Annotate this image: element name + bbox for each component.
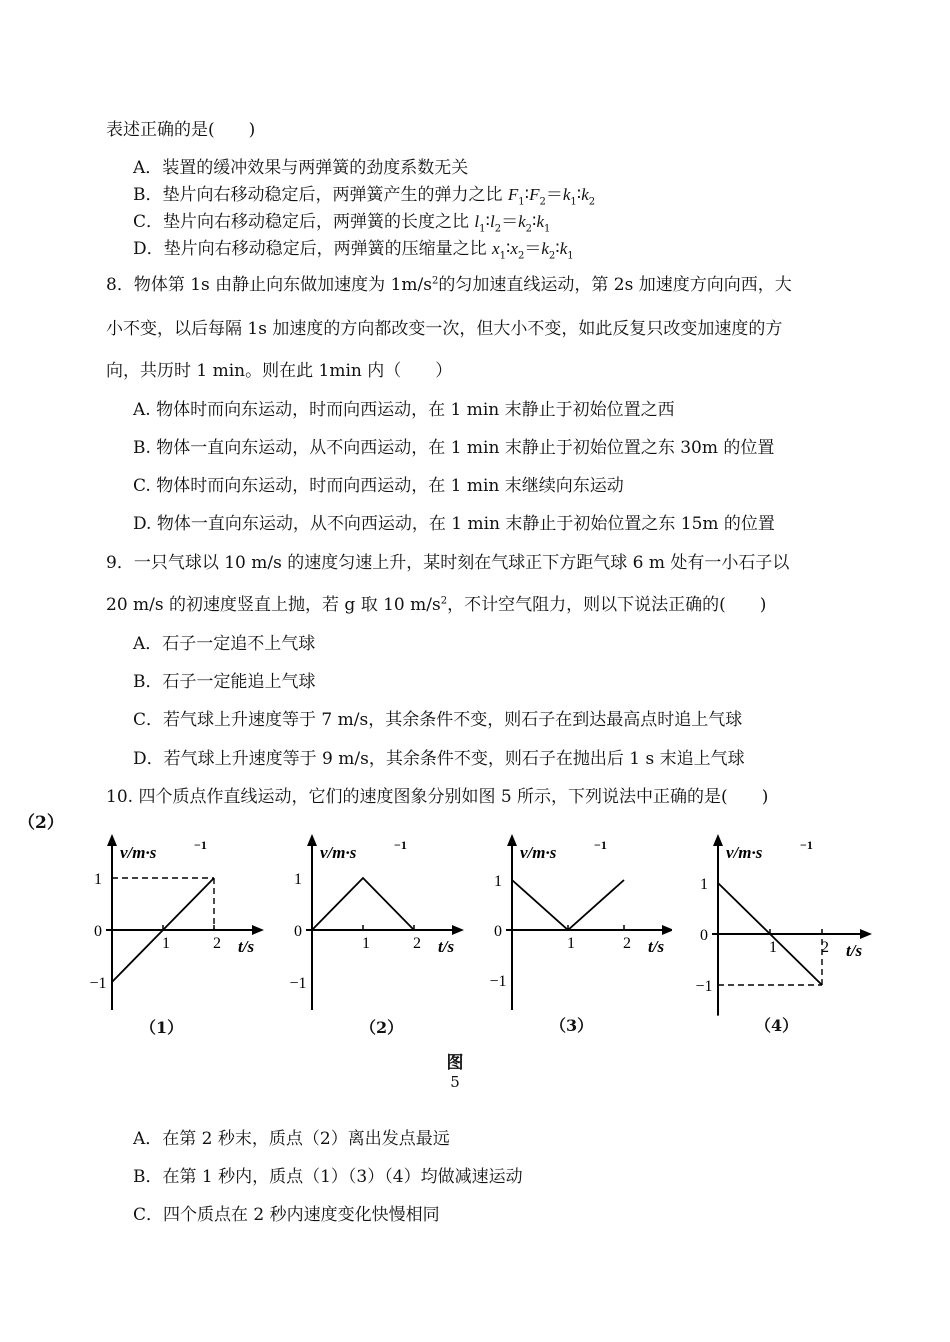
t-axis-arrow xyxy=(252,925,264,935)
v-axis-unit-exponent: −1 xyxy=(194,838,207,852)
q8-option-a: A. 物体时而向东运动，时而向西运动，在 1 min 末静止于初始位置之西 xyxy=(133,400,675,420)
q9-stem-line-1: 9．一只气球以 10 m/s 的速度匀速上升，某时刻在气球正下方距气球 6 m 处有一小石子以 xyxy=(106,553,790,573)
margin-mark: （2） xyxy=(18,813,64,833)
velocity-line xyxy=(312,878,414,930)
t-axis-label: t/s xyxy=(438,937,455,956)
x-tick-label: 1 xyxy=(162,935,170,952)
t-axis-arrow xyxy=(662,925,672,935)
q8-stem-line-1: 8．物体第 1s 由静止向东做加速度为 $1m/s^2$的匀加速直线运动，第 2s 加速度方向向西，大 xyxy=(106,275,792,295)
q9-option-c: C．若气球上升速度等于 7 m/s，其余条件不变，则石子在到达最高点时追上气球 xyxy=(133,710,743,730)
v-axis-label: v/m·s xyxy=(320,843,357,862)
v-axis-label: v/m·s xyxy=(726,843,763,862)
v-axis-arrow xyxy=(507,834,517,846)
q9-option-a: A．石子一定追不上气球 xyxy=(133,634,316,654)
graph-caption-1: （1） xyxy=(140,1018,184,1037)
q10-option-c: C．四个质点在 2 秒内速度变化快慢相同 xyxy=(133,1205,440,1225)
y-tick-label: 1 xyxy=(494,873,502,890)
v-axis-label: v/m·s xyxy=(120,843,157,862)
q8-option-d: D. 物体一直向东运动，从不向西运动，在 1 min 末静止于初始位置之东 15m 的位置 xyxy=(133,514,775,534)
x-tick-label: 1 xyxy=(362,935,370,952)
v-axis-unit-exponent: −1 xyxy=(594,838,607,852)
q10-option-a: A．在第 2 秒末，质点（2）离出发点最远 xyxy=(133,1129,450,1149)
y-tick-label: 1 xyxy=(94,871,102,888)
velocity-graph-4 xyxy=(680,830,880,1025)
velocity-graph-1 xyxy=(80,830,280,1015)
v-axis-label: v/m·s xyxy=(520,843,557,862)
y-tick-label: 1 xyxy=(294,871,302,888)
q7-option-b: B．垫片向右移动稳定后，两弹簧产生的弹力之比 $F_1∶F_2=k_1∶k_2$ xyxy=(133,185,596,208)
t-axis-arrow xyxy=(860,929,872,939)
y-tick-label: −1 xyxy=(695,978,713,995)
figure-label: 图 5 xyxy=(446,1053,464,1091)
v-axis-arrow xyxy=(307,834,317,846)
graph-caption-3: （3） xyxy=(550,1016,594,1035)
q7-option-d: D．垫片向右移动稳定后，两弹簧的压缩量之比 $x_1∶x_2=k_2∶k_1$ xyxy=(133,239,574,262)
q8-stem-line-3: 向，共历时 1 min。则在此 1min 内（ ） xyxy=(106,361,453,381)
t-axis-label: t/s xyxy=(846,941,863,960)
y-tick-label: −1 xyxy=(489,973,507,990)
q7-option-c: C．垫片向右移动稳定后，两弹簧的长度之比 $l_1∶l_2=k_2∶k_1$ xyxy=(133,212,551,235)
v-axis-arrow xyxy=(713,834,723,846)
q8-stem-line-2: 小不变，以后每隔 1s 加速度的方向都改变一次，但大小不变，如此反复只改变加速度的方 xyxy=(106,319,783,339)
v-axis-arrow xyxy=(107,834,117,846)
q9-stem-line-2: 20 m/s 的初速度竖直上抛，若 g 取 10 $m/s^2$，不计空气阻力，则以下说法正确的( ) xyxy=(106,595,767,615)
q8-option-b: B. 物体一直向东运动，从不向西运动，在 1 min 末静止于初始位置之东 30m 的位置 xyxy=(133,438,775,458)
t-axis-label: t/s xyxy=(238,937,255,956)
velocity-line xyxy=(512,880,624,930)
y-tick-label: 0 xyxy=(494,923,502,940)
v-axis-unit-exponent: −1 xyxy=(394,838,407,852)
x-tick-label: 2 xyxy=(821,939,829,956)
x-tick-label: 2 xyxy=(413,935,421,952)
velocity-graph-3 xyxy=(472,830,672,1015)
velocity-graph-2 xyxy=(280,830,480,1015)
question-7-stem-end: 表述正确的是( ) xyxy=(106,120,256,140)
t-axis-label: t/s xyxy=(648,937,665,956)
graph-caption-4: （4） xyxy=(755,1016,799,1035)
x-tick-label: 1 xyxy=(769,939,777,956)
q9-option-d: D．若气球上升速度等于 9 m/s，其余条件不变，则石子在抛出后 1 s 末追上气球 xyxy=(133,749,745,769)
y-tick-label: 0 xyxy=(294,923,302,940)
y-tick-label: 0 xyxy=(700,927,708,944)
y-tick-label: 1 xyxy=(700,876,708,893)
q9-option-b: B．石子一定能追上气球 xyxy=(133,672,316,692)
x-tick-label: 2 xyxy=(213,935,221,952)
x-tick-label: 2 xyxy=(623,935,631,952)
q7-option-a: A．装置的缓冲效果与两弹簧的劲度系数无关 xyxy=(133,158,469,178)
graph-caption-2: （2） xyxy=(360,1018,404,1037)
y-tick-label: −1 xyxy=(89,975,107,992)
x-tick-label: 1 xyxy=(567,935,575,952)
y-tick-label: 0 xyxy=(94,923,102,940)
v-axis-unit-exponent: −1 xyxy=(800,838,813,852)
q10-option-b: B．在第 1 秒内，质点（1）（3）（4）均做减速运动 xyxy=(133,1167,523,1187)
t-axis-arrow xyxy=(452,925,464,935)
y-tick-label: −1 xyxy=(289,975,307,992)
q10-stem: 10. 四个质点作直线运动，它们的速度图象分别如图 5 所示，下列说法中正确的是( ) xyxy=(106,787,769,807)
q8-option-c: C. 物体时而向东运动，时而向西运动，在 1 min 末继续向东运动 xyxy=(133,476,624,496)
